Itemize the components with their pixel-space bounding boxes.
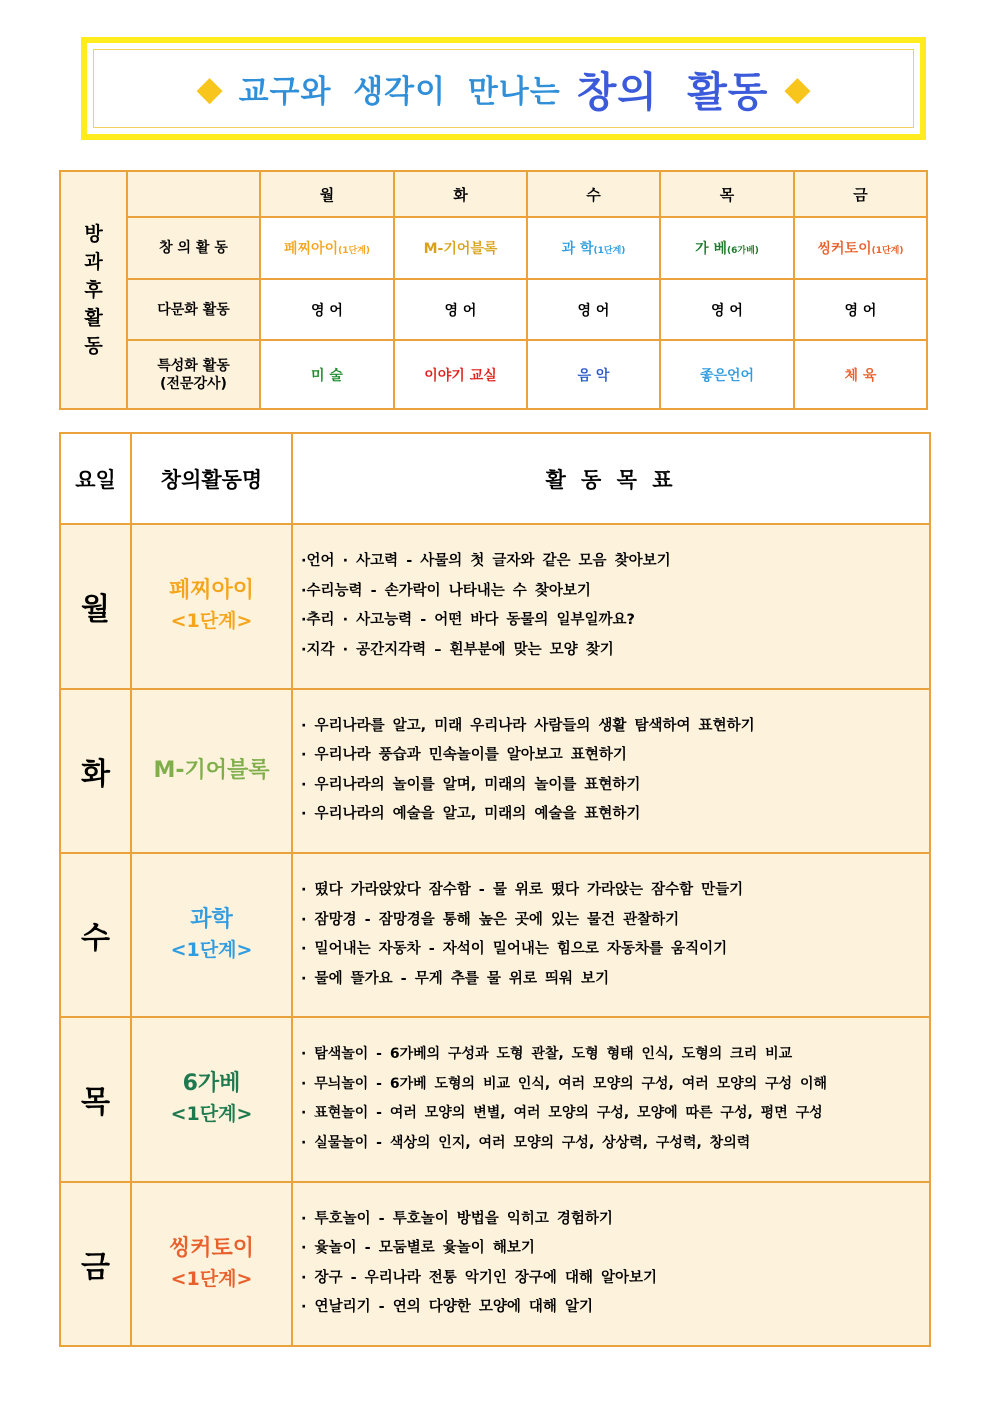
schedule-cell <box>394 279 527 340</box>
goal-item: ·추리 · 사고능력 - 어떤 바다 동물의 일부일까요? <box>301 612 635 629</box>
day-header: 월 <box>260 171 394 217</box>
activity-stage: <1단계> <box>170 1103 253 1126</box>
row-activity <box>131 524 292 688</box>
goal-item: · 투호놀이 - 투호놀이 방법을 익히고 경험하기 <box>301 1210 613 1227</box>
goal-item: · 연날리기 - 연의 다양한 모양에 대해 알기 <box>301 1299 593 1316</box>
goal-item: · 장구 - 우리나라 전통 악기인 장구에 대해 알아보기 <box>301 1269 658 1286</box>
day-header: 수 <box>527 171 660 217</box>
corner-cell <box>127 171 260 217</box>
cell-text: 좋은언어 <box>699 367 755 384</box>
goal-item: · 물에 뜰가요 - 무게 추를 물 위로 띄워 보기 <box>301 970 610 987</box>
cell-sub: (1단계) <box>593 246 626 256</box>
activity-goals-table <box>59 432 931 1347</box>
cell-text: 미 술 <box>311 367 343 384</box>
side-label-char: 동 <box>84 335 103 357</box>
goal-item: · 잠망경 - 잠망경을 통해 높은 곳에 있는 물건 관찰하기 <box>301 911 680 928</box>
side-label <box>60 171 127 409</box>
schedule-cell <box>394 217 527 279</box>
cell-text: 과 학 <box>561 241 594 257</box>
cell-text: 영 어 <box>711 302 743 319</box>
row-activity <box>131 1182 292 1346</box>
cell-text: 영 어 <box>311 302 343 319</box>
schedule-cell <box>394 340 527 409</box>
row-label-line2: (전문강사) <box>160 375 227 392</box>
goal-item: ·수리능력 - 손가락이 나타내는 수 찾아보기 <box>301 582 591 599</box>
table-row <box>60 1182 930 1346</box>
schedule-cell <box>260 279 394 340</box>
schedule-cell <box>527 279 660 340</box>
side-label-char: 방 <box>84 223 103 245</box>
schedule-cell <box>527 340 660 409</box>
row-goals <box>292 1017 930 1181</box>
table-row <box>60 689 930 853</box>
row-day: 월 <box>60 524 131 688</box>
row-label-multicultural: 다문화 활동 <box>127 279 260 340</box>
activity-stage: <1단계> <box>170 1267 253 1290</box>
table-row <box>60 524 930 688</box>
cell-text: M-기어블록 <box>423 241 498 257</box>
header-day: 요일 <box>60 433 131 524</box>
goal-item: · 우리나라 풍습과 민속놀이를 알아보고 표현하기 <box>301 747 627 764</box>
row-label-specialized <box>127 340 260 409</box>
schedule-table <box>59 170 928 410</box>
row-goals <box>292 524 930 688</box>
table-row <box>60 1017 930 1181</box>
title-part1: 교구와 생각이 만나는 <box>238 74 561 110</box>
goal-item: · 표현놀이 - 여러 모양의 변별, 여러 모양의 구성, 모양에 따른 구성, 평면 구성 <box>301 1105 823 1122</box>
schedule-cell <box>794 279 927 340</box>
row-activity <box>131 853 292 1017</box>
cell-text: 영 어 <box>844 302 877 319</box>
diamond-right-icon: ◆ <box>784 68 811 109</box>
schedule-cell <box>794 340 927 409</box>
cell-sub: (1단계) <box>338 246 370 256</box>
schedule-cell <box>794 217 927 279</box>
goal-item: ·지각 · 공간지각력 – 흰부분에 맞는 모양 찾기 <box>301 641 614 658</box>
activity-name: 6가베 <box>182 1071 241 1097</box>
row-activity <box>131 689 292 853</box>
goal-item: · 우리나라를 알고, 미래 우리나라 사람들의 생활 탐색하여 표현하기 <box>301 717 755 734</box>
title-row <box>196 59 810 118</box>
diamond-left-icon: ◆ <box>196 68 223 109</box>
header-activity-name: 창의활동명 <box>131 433 292 524</box>
cell-sub: (6가베) <box>727 246 759 256</box>
day-header: 화 <box>394 171 527 217</box>
day-header: 금 <box>794 171 927 217</box>
cell-text: 영 어 <box>444 302 477 319</box>
activity-name: M-기어블록 <box>153 757 270 783</box>
side-label-char: 활 <box>84 307 103 329</box>
row-goals <box>292 853 930 1017</box>
cell-text: 음 악 <box>577 367 610 384</box>
goal-item: · 무늬놀이 - 6가베 도형의 비교 인식, 여러 모양의 구성, 여러 모양의 구성 이해 <box>301 1075 828 1092</box>
goal-item: · 탐색놀이 - 6가베의 구성과 도형 관찰, 도형 형태 인식, 도형의 크리 비교 <box>301 1046 793 1063</box>
side-label-char: 과 <box>84 251 103 273</box>
row-day: 목 <box>60 1017 131 1181</box>
cell-text: 영 어 <box>577 302 610 319</box>
side-label-char: 후 <box>84 279 103 301</box>
row-day: 수 <box>60 853 131 1017</box>
activity-name: 페찌아이 <box>168 578 254 604</box>
title-banner <box>81 37 926 140</box>
activity-stage: <1단계> <box>170 610 253 633</box>
activity-stage: <1단계> <box>170 939 253 962</box>
cell-text: 가 베 <box>695 241 728 257</box>
goal-item: · 떴다 가라앉았다 잠수함 - 물 위로 떴다 가라앉는 잠수함 만들기 <box>301 882 744 899</box>
goal-item: · 우리나라의 놀이를 알며, 미래의 놀이를 표현하기 <box>301 776 641 793</box>
goal-item: ·언어 · 사고력 - 사물의 첫 글자와 같은 모음 찾아보기 <box>301 553 671 570</box>
row-goals <box>292 1182 930 1346</box>
day-header: 목 <box>660 171 794 217</box>
cell-text: 페찌아이 <box>284 241 339 257</box>
schedule-cell <box>527 217 660 279</box>
cell-sub: (1단계) <box>871 246 904 256</box>
schedule-cell <box>660 217 794 279</box>
row-label-creative: 창 의 활 동 <box>127 217 260 279</box>
activity-name: 씽커토이 <box>168 1235 254 1261</box>
goal-item: · 실물놀이 - 색상의 인지, 여러 모양의 구성, 상상력, 구성력, 창의력 <box>301 1134 751 1151</box>
cell-text: 씽커토이 <box>817 241 872 257</box>
cell-text: 이야기 교실 <box>424 367 497 384</box>
cell-text: 체 육 <box>844 367 877 384</box>
schedule-cell <box>260 340 394 409</box>
row-goals <box>292 689 930 853</box>
goal-item: · 윷놀이 - 모둠별로 윷놀이 해보기 <box>301 1240 535 1257</box>
goal-item: · 밀어내는 자동차 - 자석이 밀어내는 힘으로 자동차를 움직이기 <box>301 941 728 958</box>
table-row <box>60 853 930 1017</box>
activity-name: 과학 <box>190 907 233 933</box>
schedule-cell <box>660 279 794 340</box>
schedule-cell <box>260 217 394 279</box>
row-label-line1: 특성화 활동 <box>157 357 230 374</box>
schedule-cell <box>660 340 794 409</box>
row-day: 금 <box>60 1182 131 1346</box>
row-day: 화 <box>60 689 131 853</box>
goal-item: · 우리나라의 예술을 알고, 미래의 예술을 표현하기 <box>301 806 641 823</box>
row-activity <box>131 1017 292 1181</box>
title-part2: 창의 활동 <box>576 68 769 116</box>
header-goal: 활 동 목 표 <box>292 433 930 524</box>
